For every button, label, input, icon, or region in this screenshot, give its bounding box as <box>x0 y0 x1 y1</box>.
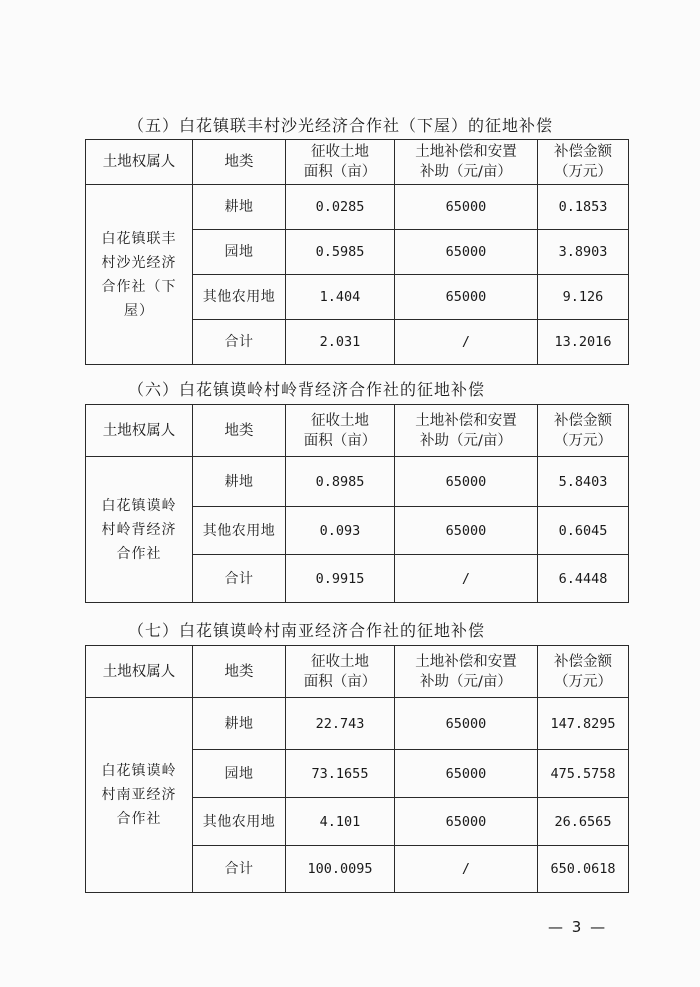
land-type-cell: 合计 <box>193 846 286 893</box>
owner-cell: 白花镇谟岭村南亚经济合作社 <box>86 698 193 893</box>
amount-cell: 5.8403 <box>538 457 629 507</box>
land-type-cell: 耕地 <box>193 185 286 230</box>
land-type-cell: 园地 <box>193 230 286 275</box>
section-title: （七）白花镇谟岭村南亚经济合作社的征地补偿 <box>128 621 486 640</box>
land-type-cell: 耕地 <box>193 698 286 750</box>
area-cell: 4.101 <box>286 798 395 846</box>
amount-cell: 6.4448 <box>538 555 629 603</box>
land-type-cell: 耕地 <box>193 457 286 507</box>
area-cell: 0.5985 <box>286 230 395 275</box>
land-type-cell: 合计 <box>193 555 286 603</box>
area-cell: 100.0095 <box>286 846 395 893</box>
header-area: 征收土地 面积（亩） <box>286 405 395 457</box>
amount-cell: 13.2016 <box>538 320 629 365</box>
area-cell: 0.8985 <box>286 457 395 507</box>
area-cell: 0.093 <box>286 507 395 555</box>
rate-cell: 65000 <box>395 185 538 230</box>
header-rate: 土地补偿和安置 补助（元/亩） <box>395 405 538 457</box>
table-row <box>86 457 629 507</box>
land-type-cell: 其他农用地 <box>193 798 286 846</box>
land-type-cell: 合计 <box>193 320 286 365</box>
table-header-row <box>86 405 629 457</box>
land-type-cell: 园地 <box>193 750 286 798</box>
amount-cell: 147.8295 <box>538 698 629 750</box>
header-land-type: 地类 <box>193 140 286 185</box>
owner-cell: 白花镇谟岭村岭背经济合作社 <box>86 457 193 603</box>
header-area: 征收土地 面积（亩） <box>286 646 395 698</box>
area-cell: 2.031 <box>286 320 395 365</box>
rate-cell: 65000 <box>395 698 538 750</box>
header-amount: 补偿金额 （万元） <box>538 646 629 698</box>
compensation-table <box>85 139 629 365</box>
rate-cell: 65000 <box>395 798 538 846</box>
amount-cell: 0.6045 <box>538 507 629 555</box>
area-cell: 0.9915 <box>286 555 395 603</box>
amount-cell: 475.5758 <box>538 750 629 798</box>
area-cell: 0.0285 <box>286 185 395 230</box>
area-cell: 1.404 <box>286 275 395 320</box>
rate-cell: 65000 <box>395 507 538 555</box>
page-number: — 3 — <box>548 918 608 936</box>
table-row <box>86 698 629 750</box>
rate-cell: / <box>395 846 538 893</box>
rate-cell: 65000 <box>395 275 538 320</box>
header-amount: 补偿金额 （万元） <box>538 140 629 185</box>
rate-cell: 65000 <box>395 457 538 507</box>
amount-cell: 650.0618 <box>538 846 629 893</box>
table-header-row <box>86 140 629 185</box>
header-amount: 补偿金额 （万元） <box>538 405 629 457</box>
rate-cell: / <box>395 555 538 603</box>
header-rate: 土地补偿和安置 补助（元/亩） <box>395 140 538 185</box>
rate-cell: 65000 <box>395 750 538 798</box>
amount-cell: 0.1853 <box>538 185 629 230</box>
header-owner: 土地权属人 <box>86 405 193 457</box>
section-title: （五）白花镇联丰村沙光经济合作社（下屋）的征地补偿 <box>128 116 554 135</box>
land-type-cell: 其他农用地 <box>193 507 286 555</box>
section-title: （六）白花镇谟岭村岭背经济合作社的征地补偿 <box>128 380 486 399</box>
table-header-row <box>86 646 629 698</box>
header-land-type: 地类 <box>193 405 286 457</box>
amount-cell: 9.126 <box>538 275 629 320</box>
compensation-table <box>85 645 629 893</box>
header-land-type: 地类 <box>193 646 286 698</box>
header-area: 征收土地 面积（亩） <box>286 140 395 185</box>
amount-cell: 26.6565 <box>538 798 629 846</box>
table-row <box>86 185 629 230</box>
area-cell: 22.743 <box>286 698 395 750</box>
amount-cell: 3.8903 <box>538 230 629 275</box>
land-type-cell: 其他农用地 <box>193 275 286 320</box>
rate-cell: / <box>395 320 538 365</box>
rate-cell: 65000 <box>395 230 538 275</box>
compensation-table <box>85 404 629 603</box>
header-owner: 土地权属人 <box>86 140 193 185</box>
header-owner: 土地权属人 <box>86 646 193 698</box>
area-cell: 73.1655 <box>286 750 395 798</box>
owner-cell: 白花镇联丰村沙光经济合作社（下屋） <box>86 185 193 365</box>
header-rate: 土地补偿和安置 补助（元/亩） <box>395 646 538 698</box>
